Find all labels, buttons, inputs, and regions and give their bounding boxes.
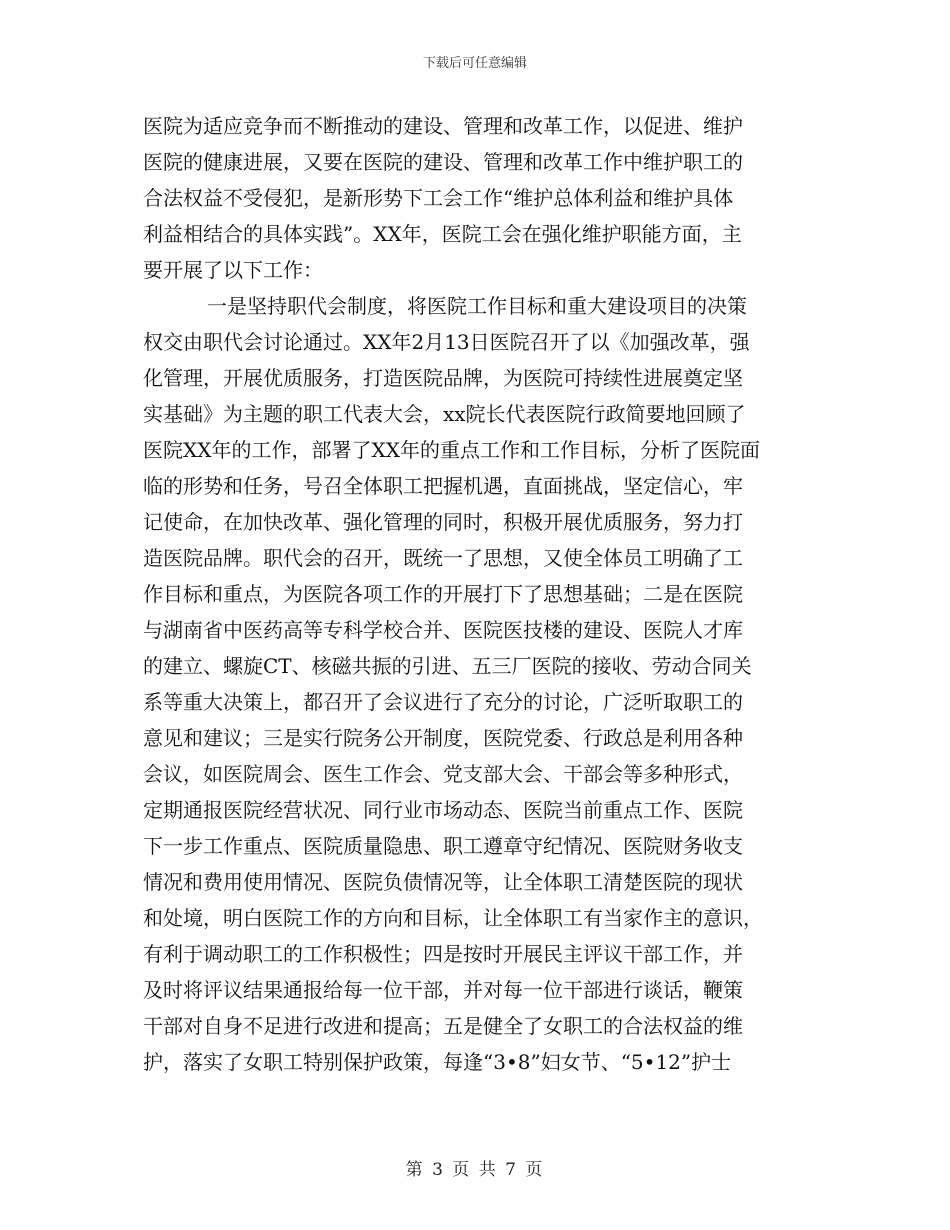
body-line: 会议，如医院周会、医生工作会、党支部大会、干部会等多种形式，	[143, 762, 743, 786]
body-line: 利益相结合的具体实践”。XX年，医院工会在强化维护职能方面，主	[143, 222, 742, 246]
body-line: 医院XX年的工作，部署了XX年的重点工作和工作目标，分析了医院面	[143, 438, 760, 462]
body-line: 与湖南省中医药高等专科学校合并、医院医技楼的建设、医院人才库	[143, 618, 743, 642]
body-line: 意见和建议；三是实行院务公开制度，医院党委、行政总是利用各种	[143, 726, 743, 750]
body-line: 和处境，明白医院工作的方向和目标，让全体职工有当家作主的意识，	[143, 906, 763, 930]
body-line: 情况和费用使用情况、医院负债情况等，让全体职工清楚医院的现状	[143, 870, 743, 894]
body-line: 医院为适应竞争而不断推动的建设、管理和改革工作，以促进、维护	[143, 114, 743, 138]
body-line: 临的形势和任务，号召全体职工把握机遇，直面挑战，坚定信心，牢	[143, 474, 743, 498]
body-line: 记使命，在加快改革、强化管理的同时，积极开展优质服务，努力打	[143, 510, 743, 534]
body-line: 医院的健康进展，又要在医院的建设、管理和改革工作中维护职工的	[143, 150, 743, 174]
body-line: 定期通报医院经营状况、同行业市场动态、医院当前重点工作、医院	[143, 798, 743, 822]
paragraph-start-line: 一是坚持职代会制度，将医院工作目标和重大建设项目的决策	[207, 294, 747, 318]
body-line: 实基础》为主题的职工代表大会，xx院长代表医院行政简要地回顾了	[143, 402, 746, 426]
page-header: 下载后可任意编辑	[422, 56, 527, 71]
page-number-footer: 第 3 页 共 7 页	[405, 1160, 545, 1180]
body-line: 作目标和重点，为医院各项工作的开展打下了思想基础；二是在医院	[143, 582, 743, 606]
body-line: 有利于调动职工的工作积极性；四是按时开展民主评议干部工作，并	[143, 942, 743, 966]
body-line: 的建立、螺旋CT、核磁共振的引进、五三厂医院的接收、劳动合同关	[143, 654, 752, 678]
body-line: 合法权益不受侵犯，是新形势下工会工作“维护总体利益和维护具体	[143, 186, 734, 210]
body-line: 化管理，开展优质服务，打造医院品牌，为医院可持续性进展奠定坚	[143, 366, 743, 390]
body-line: 护，落实了女职工特别保护政策，每逢“3•8”妇女节、“5•12”护士	[143, 1050, 732, 1074]
document-body	[143, 108, 803, 1080]
body-line: 系等重大决策上，都召开了会议进行了充分的讨论，广泛听取职工的	[143, 690, 743, 714]
body-line: 干部对自身不足进行改进和提高；五是健全了女职工的合法权益的维	[143, 1014, 743, 1038]
body-line: 造医院品牌。职代会的召开，既统一了思想，又使全体员工明确了工	[143, 546, 743, 570]
body-line: 下一步工作重点、医院质量隐患、职工遵章守纪情况、医院财务收支	[143, 834, 743, 858]
body-line: 权交由职代会讨论通过。XX年2月13日医院召开了以《加强改革，强	[143, 330, 750, 354]
body-line: 及时将评议结果通报给每一位干部，并对每一位干部进行谈话，鞭策	[143, 978, 743, 1002]
body-line: 要开展了以下工作：	[143, 258, 323, 282]
